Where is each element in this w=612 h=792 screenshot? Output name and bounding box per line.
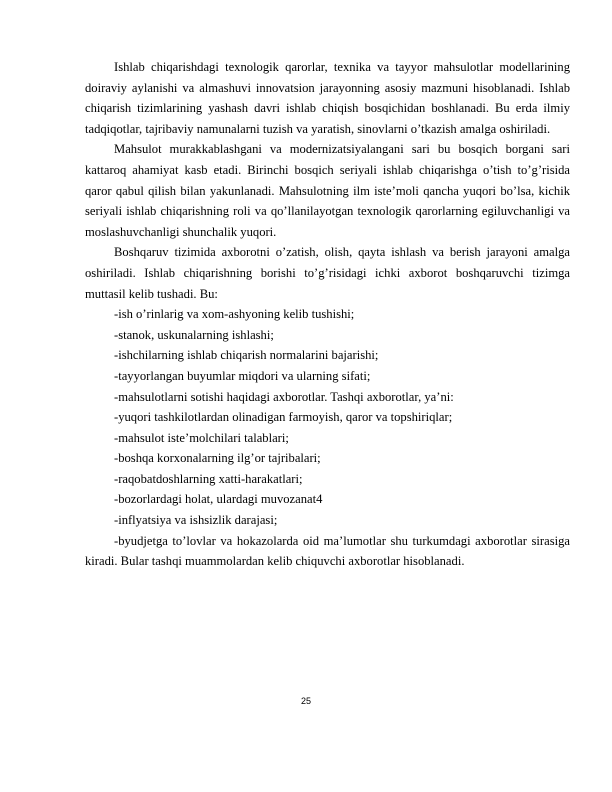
- list-item: -ish o’rinlarig va xom-ashyoning kelib tushishi;: [114, 307, 355, 322]
- list-item: -yuqori tashkilotlardan olinadigan farmoyish, qaror va topshiriqlar;: [114, 410, 453, 425]
- list-item: -boshqa korxonalarning ilg’or tajribalari;: [114, 451, 321, 466]
- list-item: -bozorlardagi holat, ulardagi muvozanat4: [114, 492, 323, 507]
- list-item: -mahsulot iste’molchilari talablari;: [114, 430, 289, 445]
- list-item: -stanok, uskunalarning ishlashi;: [114, 327, 274, 342]
- paragraph: Mahsulot murakkablashgani va modernizatsiyalangani sari bu bosqich borgani sari kattaroq ahamiyat kasb etadi. Birinchi bosqich seriyali ishlab chiqarishga o’tish to’g’risida qaror qabul qilish bilan yakunlanadi. Mahsulotning ilm iste’moli qancha yuqori bo’lsa, kichik seriyali ishlab chiqarishning roli va qo’llanilayotgan texnologik qarorlarning egiluvchanligi va moslashuvchanligi shunchalik yuqori.: [85, 142, 570, 239]
- list-item: -tayyorlangan buyumlar miqdori va ularning sifati;: [114, 368, 371, 383]
- list-item: -inflyatsiya va ishsizlik darajasi;: [114, 513, 278, 528]
- paragraph: Boshqaruv tizimida axborotni o’zatish, olish, qayta ishlash va berish jarayoni amalga oshiriladi. Ishlab chiqarishning borishi to’g’risidagi ichki axborot boshqaruvchi tizimga muttasil kelib tushadi. Bu:: [85, 245, 570, 301]
- list-item: -raqobatdoshlarning xatti-harakatlari;: [114, 471, 303, 486]
- list-item: -mahsulotlarni sotishi haqidagi axborotlar. Tashqi axborotlar, ya’ni:: [114, 389, 454, 404]
- info-list: [85, 304, 570, 531]
- paragraph: Ishlab chiqarishdagi texnologik qarorlar, texnika va tayyor mahsulotlar modellarining doiraviy aylanishi va almashuvi innovatsion jarayonning asosiy mazmuni hisoblanadi. Ishlab chiqarish tizimlarining yashash davri ishlab chiqish bosqichidan boshlanadi. Bu erda ilmiy tadqiqotlar, tajribaviy namunalarni tuzish va yaratish, sinovlarni o’tkazish amalga oshiriladi.: [85, 60, 570, 136]
- page-body: [85, 57, 570, 572]
- closing-paragraph: -byudjetga to’lovlar va hokazolarda oid ma’lumotlar shu turkumdagi axborotlar sirasiga kiradi. Bular tashqi muammolardan kelib chiquvchi axborotlar hisoblanadi.: [85, 533, 570, 569]
- list-item: -ishchilarning ishlab chiqarish normalarini bajarishi;: [114, 348, 379, 363]
- page-number: 25: [300, 696, 311, 706]
